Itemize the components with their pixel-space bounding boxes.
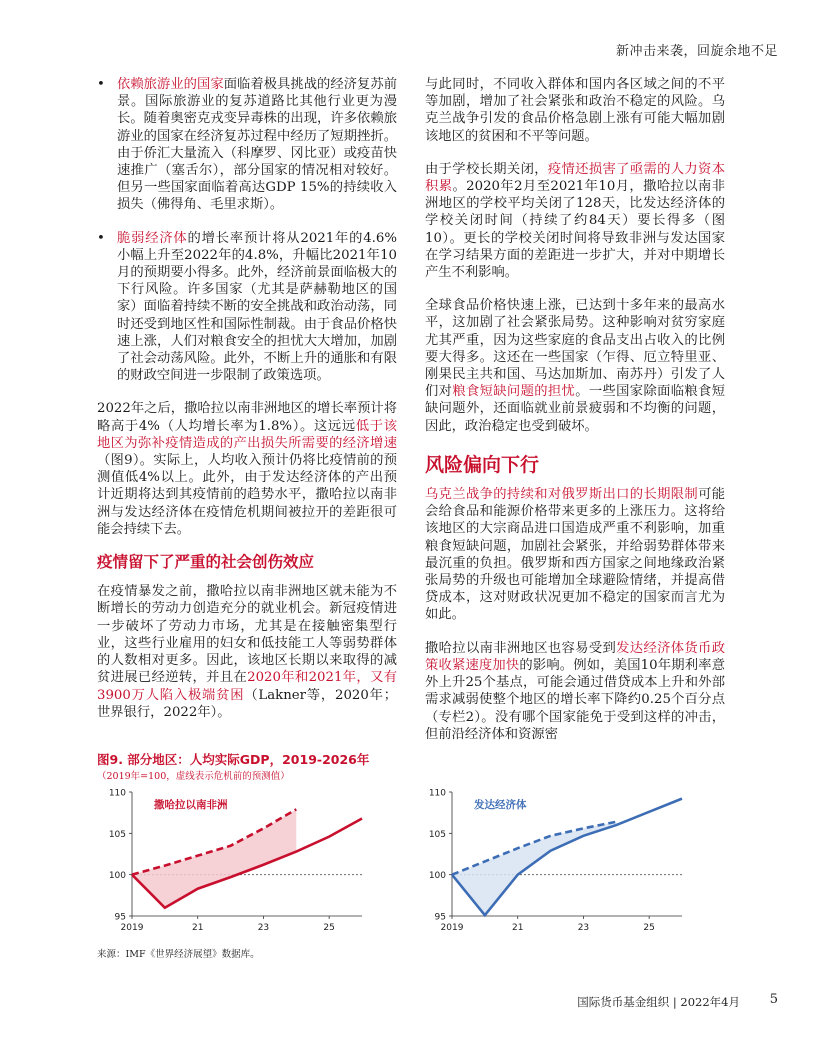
bullet-text: 的增长率预计将从2021年的4.6%小幅上升至2022年的4.8%，升幅比2021年10月的预期要小得多。此外，经济前景面临极大的下行风险。许多国家（尤其是萨赫勒地区的国家）面临着持续不断的安全挑战和政治动荡，同时还受到地区性和国际性制裁。由于食品价格快速上涨，人们对粮食安全的担忧大大增加，加剧了社会动荡风险。此外，不断上升的通胀和有限的财政空间进一步限制了政策选项。 — [117, 230, 398, 384]
chart-svg-advanced-economies — [420, 784, 690, 944]
section-heading-social-scarring: 疫情留下了严重的社会创伤效应 — [97, 553, 315, 572]
section-heading-downside-risks: 风险偏向下行 — [425, 453, 540, 476]
left-column — [97, 76, 397, 737]
bullet-text: 面临着极具挑战的经济复苏前景。国际旅游业的复苏道路比其他行业更为漫长。随着奥密克戎变异毒株的出现，许多依赖旅游业的国家在经济复苏过程中经历了短期挫折。由于侨汇大量流入（科摩罗、冈比亚）或疫苗快速推广（塞舌尔），部分国家的情况相对较好。但另一些国家面临着高达GDP 15%的持续收入损失（佛得角、毛里求斯）。 — [117, 77, 398, 213]
bullet-marker: • — [97, 77, 105, 92]
paragraph-growth-outlook — [97, 400, 397, 538]
paragraph-school-closures — [425, 161, 725, 281]
paragraph-text: 。一些国家除面临粮食短缺问题外，还面临就业前景疲弱和不均衡的问题，因此，政治稳定也受到破坏。 — [425, 384, 726, 434]
paragraph-text: 2022年之后，撒哈拉以南非洲地区的增长率预计将略高于4%（人均增长率为1.8%）。这远远 — [97, 401, 397, 434]
paragraph-text: 可能会给食品和能源价格带来更多的上涨压力。这将给该地区的大宗商品进口国造成严重不利影响，加重粮食短缺问题，加剧社会紧张，并给弱势群体带来最沉重的负担。俄罗斯和西方国家之间地缘政治紧张局势的升级也可能增加全球避险情绪，并提高借贷成本，这对财政状况更加不稳定的国家而言尤为如此。 — [425, 487, 726, 623]
paragraph-text: 在疫情暴发之前，撒哈拉以南非洲地区就未能为不断增长的劳动力创造充分的就业机会。新冠疫情进一步破坏了劳动力市场，尤其是在接触密集型行业，这些行业雇用的妇女和低技能工人等弱势群体的人数相对更多。因此，该地区长期以来取得的减贫进展已经逆转，并且在 — [97, 584, 397, 686]
paragraph-text: （图9）。实际上，人均收入预计仍将比疫情前的预测值低4%以上。此外，由于发达经济体的产出预计近期将达到其疫情前的趋势水平，撒哈拉以南非洲与发达经济体在疫情危机期间被拉开的差距很可能会持续下去。 — [97, 453, 397, 537]
figure-subtitle: （2019年=100，虚线表示危机前的预测值） — [97, 771, 290, 782]
paragraph-ukraine-war — [425, 486, 725, 624]
gap-area — [452, 822, 616, 915]
x-tick-label: 23 — [577, 923, 590, 933]
paragraph-highlight: 2020年和2021年，又有3900万人陷入极端贫困 — [97, 670, 398, 703]
x-tick-label: 21 — [511, 923, 524, 933]
chart-sub-saharan-africa — [100, 784, 370, 948]
paragraph-highlight: 低于该地区为弥补疫情造成的产出损失所需要的经济增速 — [97, 418, 397, 451]
footer-text: 国际货币基金组织 | 2022年4月 — [577, 995, 740, 1009]
chart-svg-sub-saharan-africa — [100, 784, 370, 944]
y-tick-label: 110 — [428, 788, 446, 799]
paragraph-text: 全球食品价格快速上涨，已达到十多年来的最高水平，这加剧了社会紧张局势。这种影响对贫穷家庭尤其严重，因为这些家庭的食品支出占收入的比例要大得多。这还在一些国家（乍得、厄立特里亚、刚果民主共和国、马达加斯加、南苏丹）引发了人们对 — [425, 298, 725, 400]
figure-title: 图9. 部分地区：人均实际GDP，2019-2026年 — [97, 752, 370, 767]
y-tick-label: 105 — [108, 829, 126, 840]
x-tick-label: 2019 — [440, 923, 464, 933]
paragraph-food-prices — [425, 297, 725, 435]
paragraph-text: 由于学校长期关闭， — [425, 161, 548, 177]
x-tick-label: 23 — [257, 923, 270, 933]
y-tick-label: 105 — [428, 829, 446, 840]
bullet-fragile-economies — [97, 230, 397, 385]
bullet-highlight: 依赖旅游业的国家 — [117, 77, 224, 92]
y-tick-label: 100 — [108, 871, 126, 882]
paragraph-text: 。2020年2月至2021年10月，撒哈拉以南非洲地区的学校平均关闭了128天，比发达经济体的学校关闭时间（持续了约84天）要长得多（图10）。更长的学校关闭时间将导致非洲与发达国家在学习结果方面的差距进一步扩大，并对中期增长产生不利影响。 — [425, 179, 726, 281]
y-tick-label: 95 — [114, 912, 126, 923]
paragraph-highlight: 乌克兰战争的持续和对俄罗斯出口的长期限制 — [425, 487, 699, 503]
paragraph-monetary-tightening — [425, 640, 725, 743]
paragraph-highlight: 发达经济体货币政策收紧速度加快 — [425, 640, 726, 673]
y-tick-label: 95 — [434, 912, 446, 923]
running-header: 新冲击来袭，回旋余地不足 — [615, 44, 778, 59]
right-column — [425, 76, 725, 759]
chart-panel-title: 发达经济体 — [474, 799, 527, 811]
x-tick-label: 2019 — [120, 923, 144, 933]
y-tick-label: 110 — [108, 788, 126, 799]
paragraph-highlight: 粮食短缺问题的担忧 — [452, 384, 576, 400]
chart-advanced-economies — [420, 784, 690, 948]
page-number: 5 — [769, 992, 778, 1007]
bullet-highlight: 脆弱经济体 — [117, 230, 188, 246]
x-tick-label: 21 — [191, 923, 204, 933]
x-tick-label: 25 — [323, 923, 335, 933]
chart-panel-title: 撒哈拉以南非洲 — [154, 799, 228, 811]
paragraph-text: 的影响。例如，美国10年期利率意外上升25个基点，可能会通过借贷成本上升和外部需求减弱使整个地区的增长率下降约0.25个百分点（专栏2）。没有哪个国家能免于受到这样的冲击，但前沿经济体和资源密 — [425, 657, 725, 742]
bullet-tourism-dependent — [97, 76, 397, 214]
bullet-marker: • — [97, 230, 105, 246]
figure-source: 来源：IMF《世界经济展望》数据库。 — [97, 949, 260, 960]
y-tick-label: 100 — [428, 871, 446, 882]
paragraph-inequality: 与此同时，不同收入群体和国内各区域之间的不平等加剧，增加了社会紧张和政治不稳定的风险。乌克兰战争引发的食品价格急剧上涨有可能大幅加剧该地区的贫困和不平等问题。 — [425, 77, 725, 144]
paragraph-highlight: 疫情还损害了亟需的人力资本积累 — [425, 161, 726, 195]
paragraph-text: （Lakner等，2020年；世界银行，2022年）。 — [97, 687, 397, 720]
paragraph-labor-market — [97, 583, 397, 721]
paragraph-text: 撒哈拉以南非洲地区也容易受到 — [425, 640, 617, 656]
x-tick-label: 25 — [643, 923, 655, 933]
